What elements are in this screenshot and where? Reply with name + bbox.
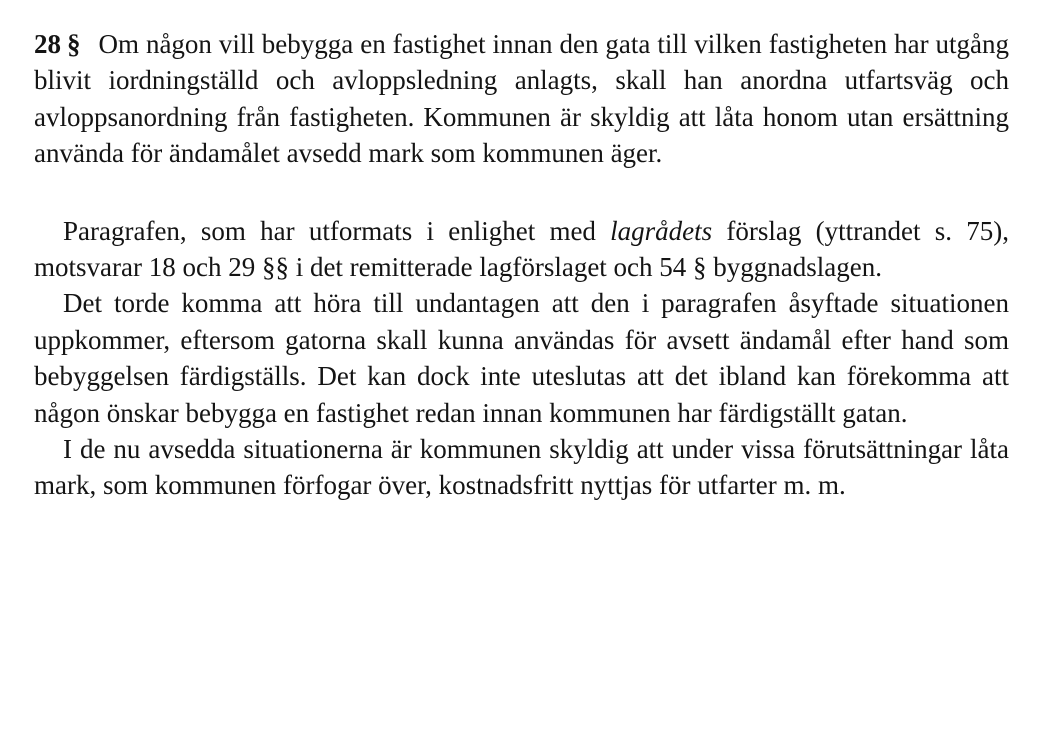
commentary-paragraph-1 bbox=[34, 213, 1009, 286]
section-text: Om någon vill bebygga en fastighet innan den gata till vilken fastigheten har utgång blivit iordningställd och avloppsledning anlagts, skall han anordna utfartsväg och avloppsanordning från fastigheten. Kommunen är skyldig att låta honom utan ersättning använda för ändamålet avsedd mark som kommunen äger. bbox=[34, 29, 1009, 169]
statute-section bbox=[34, 26, 1009, 172]
commentary-p1-before: Paragrafen, som har utformats i enlighet med bbox=[63, 215, 611, 246]
section-sign: § bbox=[67, 29, 81, 59]
commentary-p1-italic: lagrådets bbox=[610, 215, 713, 246]
commentary-paragraph-3: I de nu avsedda situationerna är kommunen skyldig att under vissa förutsättningar låta mark, som kommunen förfogar över, kostnadsfritt nyttjas för utfarter m. m. bbox=[34, 434, 1009, 501]
document-page bbox=[34, 26, 1009, 504]
section-number: 28 bbox=[34, 29, 61, 59]
commentary-paragraph-2: Det torde komma att höra till undantagen att den i paragrafen åsyftade situationen uppkommer, eftersom gatorna skall kunna användas för avsett ändamål efter hand som bebyggelsen färdigställs. Det kan dock inte uteslutas att det ibland kan förekomma att någon önskar bebygga en fastighet redan innan kommunen har färdigställt gatan. bbox=[34, 288, 1009, 428]
commentary-p1-after: förslag (yttrandet s. 75), motsvarar 18 och 29 §§ i det remitterade lagförslaget och 54 § byggnadslagen. bbox=[34, 215, 1009, 283]
